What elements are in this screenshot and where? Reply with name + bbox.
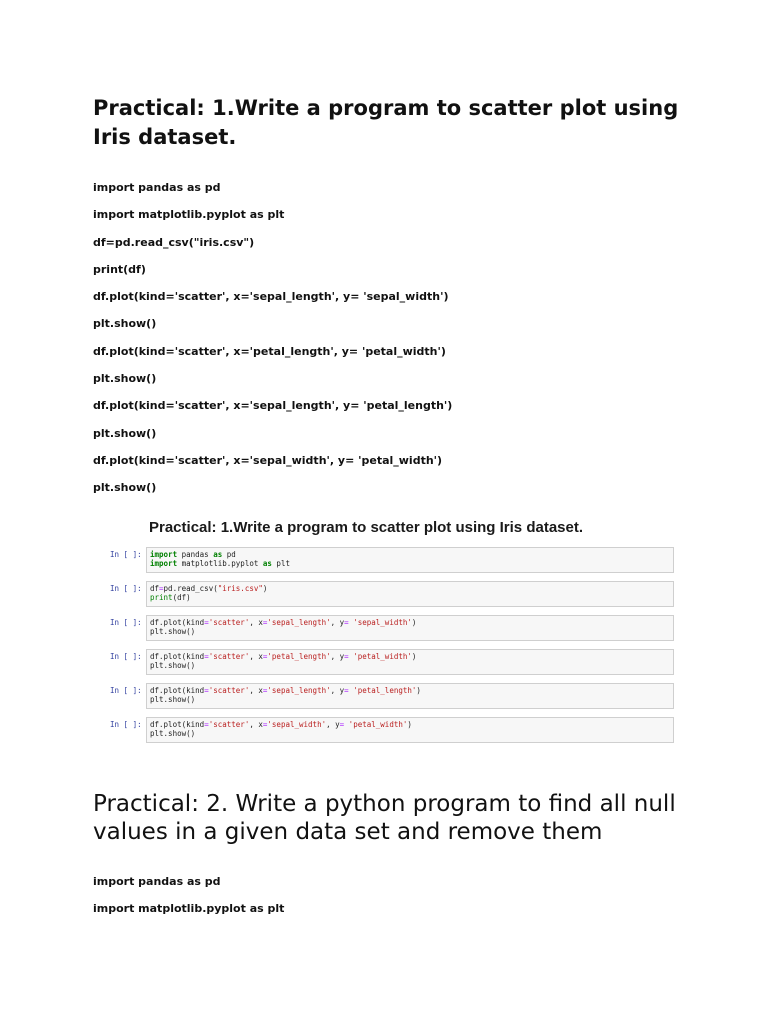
cell-code-line: df=pd.read_csv("iris.csv") xyxy=(150,584,268,593)
cell-prompt: In [ ]: xyxy=(110,720,142,729)
notebook-cell xyxy=(108,547,676,575)
practical-1-code xyxy=(93,180,452,508)
cell-code-line: plt.show() xyxy=(150,627,196,636)
code-line: plt.show() xyxy=(93,317,157,331)
code-line: df.plot(kind='scatter', x='petal_length', y= 'petal_width') xyxy=(93,344,446,358)
notebook-cell xyxy=(108,717,676,745)
practical-2-code xyxy=(93,874,284,928)
cell-code-line: plt.show() xyxy=(150,729,196,738)
cell-input xyxy=(146,683,674,709)
code-line: import matplotlib.pyplot as plt xyxy=(93,208,285,222)
code-line: plt.show() xyxy=(93,372,157,386)
cell-input xyxy=(146,615,674,641)
code-line: df.plot(kind='scatter', x='sepal_length', y= 'sepal_width') xyxy=(93,290,449,304)
code-line: plt.show() xyxy=(93,426,157,440)
cell-prompt: In [ ]: xyxy=(110,550,142,559)
cell-input xyxy=(146,649,674,675)
practical-2-heading: Practical: 2. Write a python program to find all null values in a given data set and remove them xyxy=(93,791,676,845)
notebook-cell xyxy=(108,683,676,711)
code-line: plt.show() xyxy=(93,481,157,495)
code-line: import pandas as pd xyxy=(93,875,221,888)
cell-input xyxy=(146,547,674,573)
cell-code-line: plt.show() xyxy=(150,695,196,704)
notebook-cell xyxy=(108,649,676,677)
cell-prompt: In [ ]: xyxy=(110,652,142,661)
notebook-cell xyxy=(108,615,676,643)
notebook-cell xyxy=(108,581,676,609)
cell-prompt: In [ ]: xyxy=(110,618,142,627)
code-line: df.plot(kind='scatter', x='sepal_length', y= 'petal_length') xyxy=(93,399,453,413)
cell-code-line: df.plot(kind='scatter', x='sepal_width', y= 'petal_width') xyxy=(150,720,412,729)
cell-code-line: import matplotlib.pyplot as plt xyxy=(150,559,290,568)
cell-code-line: df.plot(kind='scatter', x='sepal_length', y= 'sepal_width') xyxy=(150,618,417,627)
cell-code-line: df.plot(kind='scatter', x='sepal_length', y= 'petal_length') xyxy=(150,686,421,695)
code-line: df=pd.read_csv("iris.csv") xyxy=(93,235,255,249)
cell-code-line: plt.show() xyxy=(150,661,196,670)
notebook-title: Practical: 1.Write a program to scatter plot using Iris dataset. xyxy=(149,519,584,536)
cell-code-line: print(df) xyxy=(150,593,191,602)
code-line: import matplotlib.pyplot as plt xyxy=(93,902,285,915)
cell-prompt: In [ ]: xyxy=(110,584,142,593)
cell-input xyxy=(146,717,674,743)
cell-code-line: df.plot(kind='scatter', x='petal_length', y= 'petal_width') xyxy=(150,652,417,661)
code-line: df.plot(kind='scatter', x='sepal_width', y= 'petal_width') xyxy=(93,453,443,467)
code-line: import pandas as pd xyxy=(93,181,221,194)
cell-code-line: import pandas as pd xyxy=(150,550,236,559)
cell-prompt: In [ ]: xyxy=(110,686,142,695)
practical-1-heading: Practical: 1.Write a program to scatter plot using Iris dataset. xyxy=(93,96,679,149)
notebook-screenshot xyxy=(108,516,676,746)
code-line: print(df) xyxy=(93,262,146,276)
cell-input xyxy=(146,581,674,607)
